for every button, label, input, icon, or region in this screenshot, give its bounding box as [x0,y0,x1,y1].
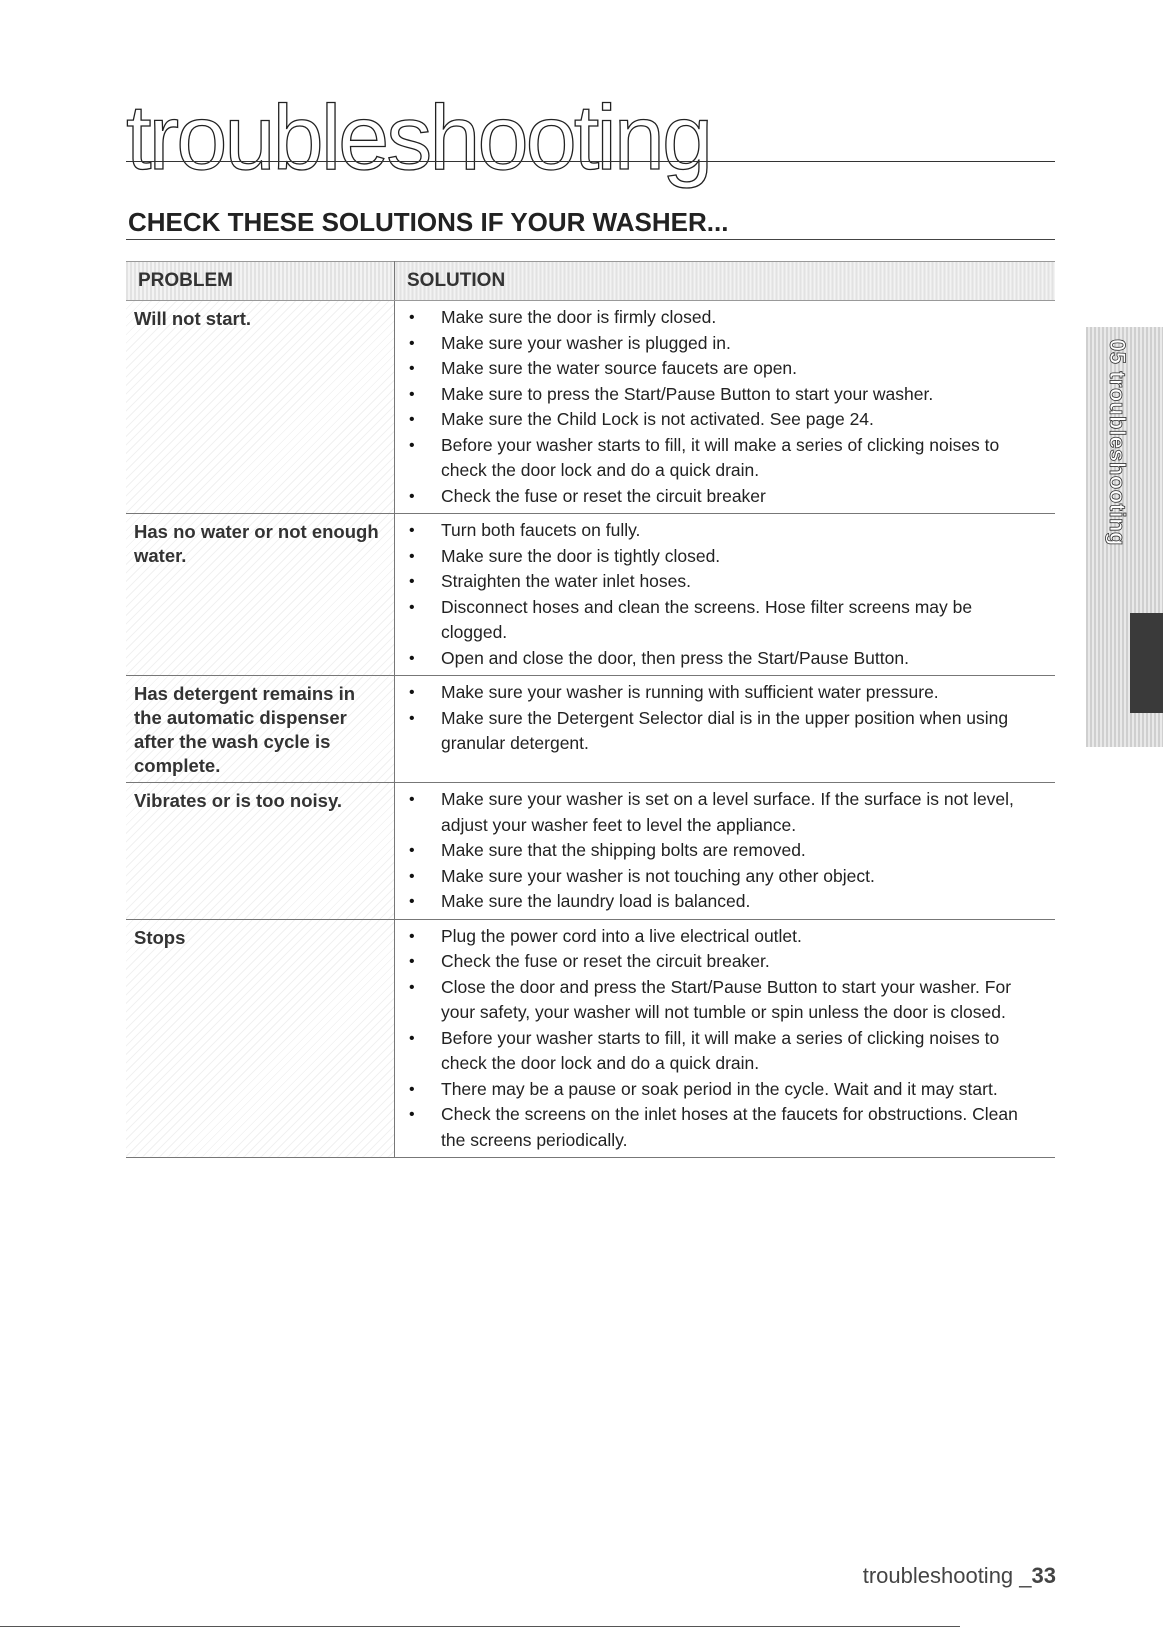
problem-cell: Has no water or not enough water. [126,514,395,676]
solution-item: • Make sure your washer is not touching any other object. [407,864,1041,890]
solution-item: • Check the fuse or reset the circuit breaker. [407,949,1041,975]
chapter-tab-label: 05 troubleshooting [1105,339,1130,546]
solution-list [407,924,1041,1154]
section-rule [126,239,1055,240]
table-row [126,514,1055,676]
solution-item: • Turn both faucets on fully. [407,518,1041,544]
problem-column-header: PROBLEM [126,262,395,301]
solution-item: • Make sure your washer is plugged in. [407,331,1041,357]
solution-item: • Make sure the Detergent Selector dial is in the upper position when using granular detergent. [407,706,1041,757]
solution-cell [395,676,1056,783]
solution-item: • Open and close the door, then press the Start/Pause Button. [407,646,1041,672]
solution-column-header: SOLUTION [395,262,1056,301]
problem-cell: Will not start. [126,301,395,514]
table-header-row [126,262,1055,301]
solution-item: • Make sure the water source faucets are open. [407,356,1041,382]
solution-item: • Make sure to press the Start/Pause Button to start your washer. [407,382,1041,408]
solution-list [407,680,1041,757]
solution-cell [395,919,1056,1158]
table-row [126,783,1055,920]
solution-item: • Straighten the water inlet hoses. [407,569,1041,595]
solution-cell [395,301,1056,514]
solution-item: • Check the fuse or reset the circuit breaker [407,484,1041,510]
solution-item: • Make sure the Child Lock is not activated. See page 24. [407,407,1041,433]
problem-cell: Stops [126,919,395,1158]
table-row [126,676,1055,783]
solution-item: • Check the screens on the inlet hoses at the faucets for obstructions. Clean the screens periodically. [407,1102,1041,1153]
solution-list [407,305,1041,509]
section-heading: CHECK THESE SOLUTIONS IF YOUR WASHER... [128,207,729,237]
bottom-rule [0,1626,960,1627]
footer-label: troubleshooting _ [862,1563,1032,1588]
solution-item: • Make sure the door is firmly closed. [407,305,1041,331]
solution-item: • Before your washer starts to fill, it will make a series of clicking noises to check the door lock and do a quick drain. [407,433,1041,484]
solution-item: • Disconnect hoses and clean the screens. Hose filter screens may be clogged. [407,595,1041,646]
solution-item: • Make sure your washer is set on a level surface. If the surface is not level, adjust your washer feet to level the appliance. [407,787,1041,838]
page-footer [863,1563,1056,1589]
solution-item: • Make sure the laundry load is balanced. [407,889,1041,915]
chapter-marker [1130,613,1163,713]
chapter-side-tab [1086,327,1163,747]
troubleshooting-table [126,261,1055,1158]
problem-cell: Has detergent remains in the automatic dispenser after the wash cycle is complete. [126,676,395,783]
page-title: troubleshooting [126,87,711,189]
solution-cell [395,783,1056,920]
solution-item: • Make sure your washer is running with sufficient water pressure. [407,680,1041,706]
solution-item: • Before your washer starts to fill, it will make a series of clicking noises to check the door lock and do a quick drain. [407,1026,1041,1077]
solution-list [407,787,1041,915]
title-rule [126,161,1055,162]
problem-cell: Vibrates or is too noisy. [126,783,395,920]
page-number: 33 [1031,1563,1056,1588]
solution-item: • Plug the power cord into a live electrical outlet. [407,924,1041,950]
table-row [126,301,1055,514]
solution-item: • There may be a pause or soak period in the cycle. Wait and it may start. [407,1077,1041,1103]
table-row [126,919,1055,1158]
solution-list [407,518,1041,671]
solution-item: • Close the door and press the Start/Pause Button to start your washer. For your safety, your washer will not tumble or spin unless the door is closed. [407,975,1041,1026]
solution-cell [395,514,1056,676]
solution-item: • Make sure the door is tightly closed. [407,544,1041,570]
solution-item: • Make sure that the shipping bolts are removed. [407,838,1041,864]
